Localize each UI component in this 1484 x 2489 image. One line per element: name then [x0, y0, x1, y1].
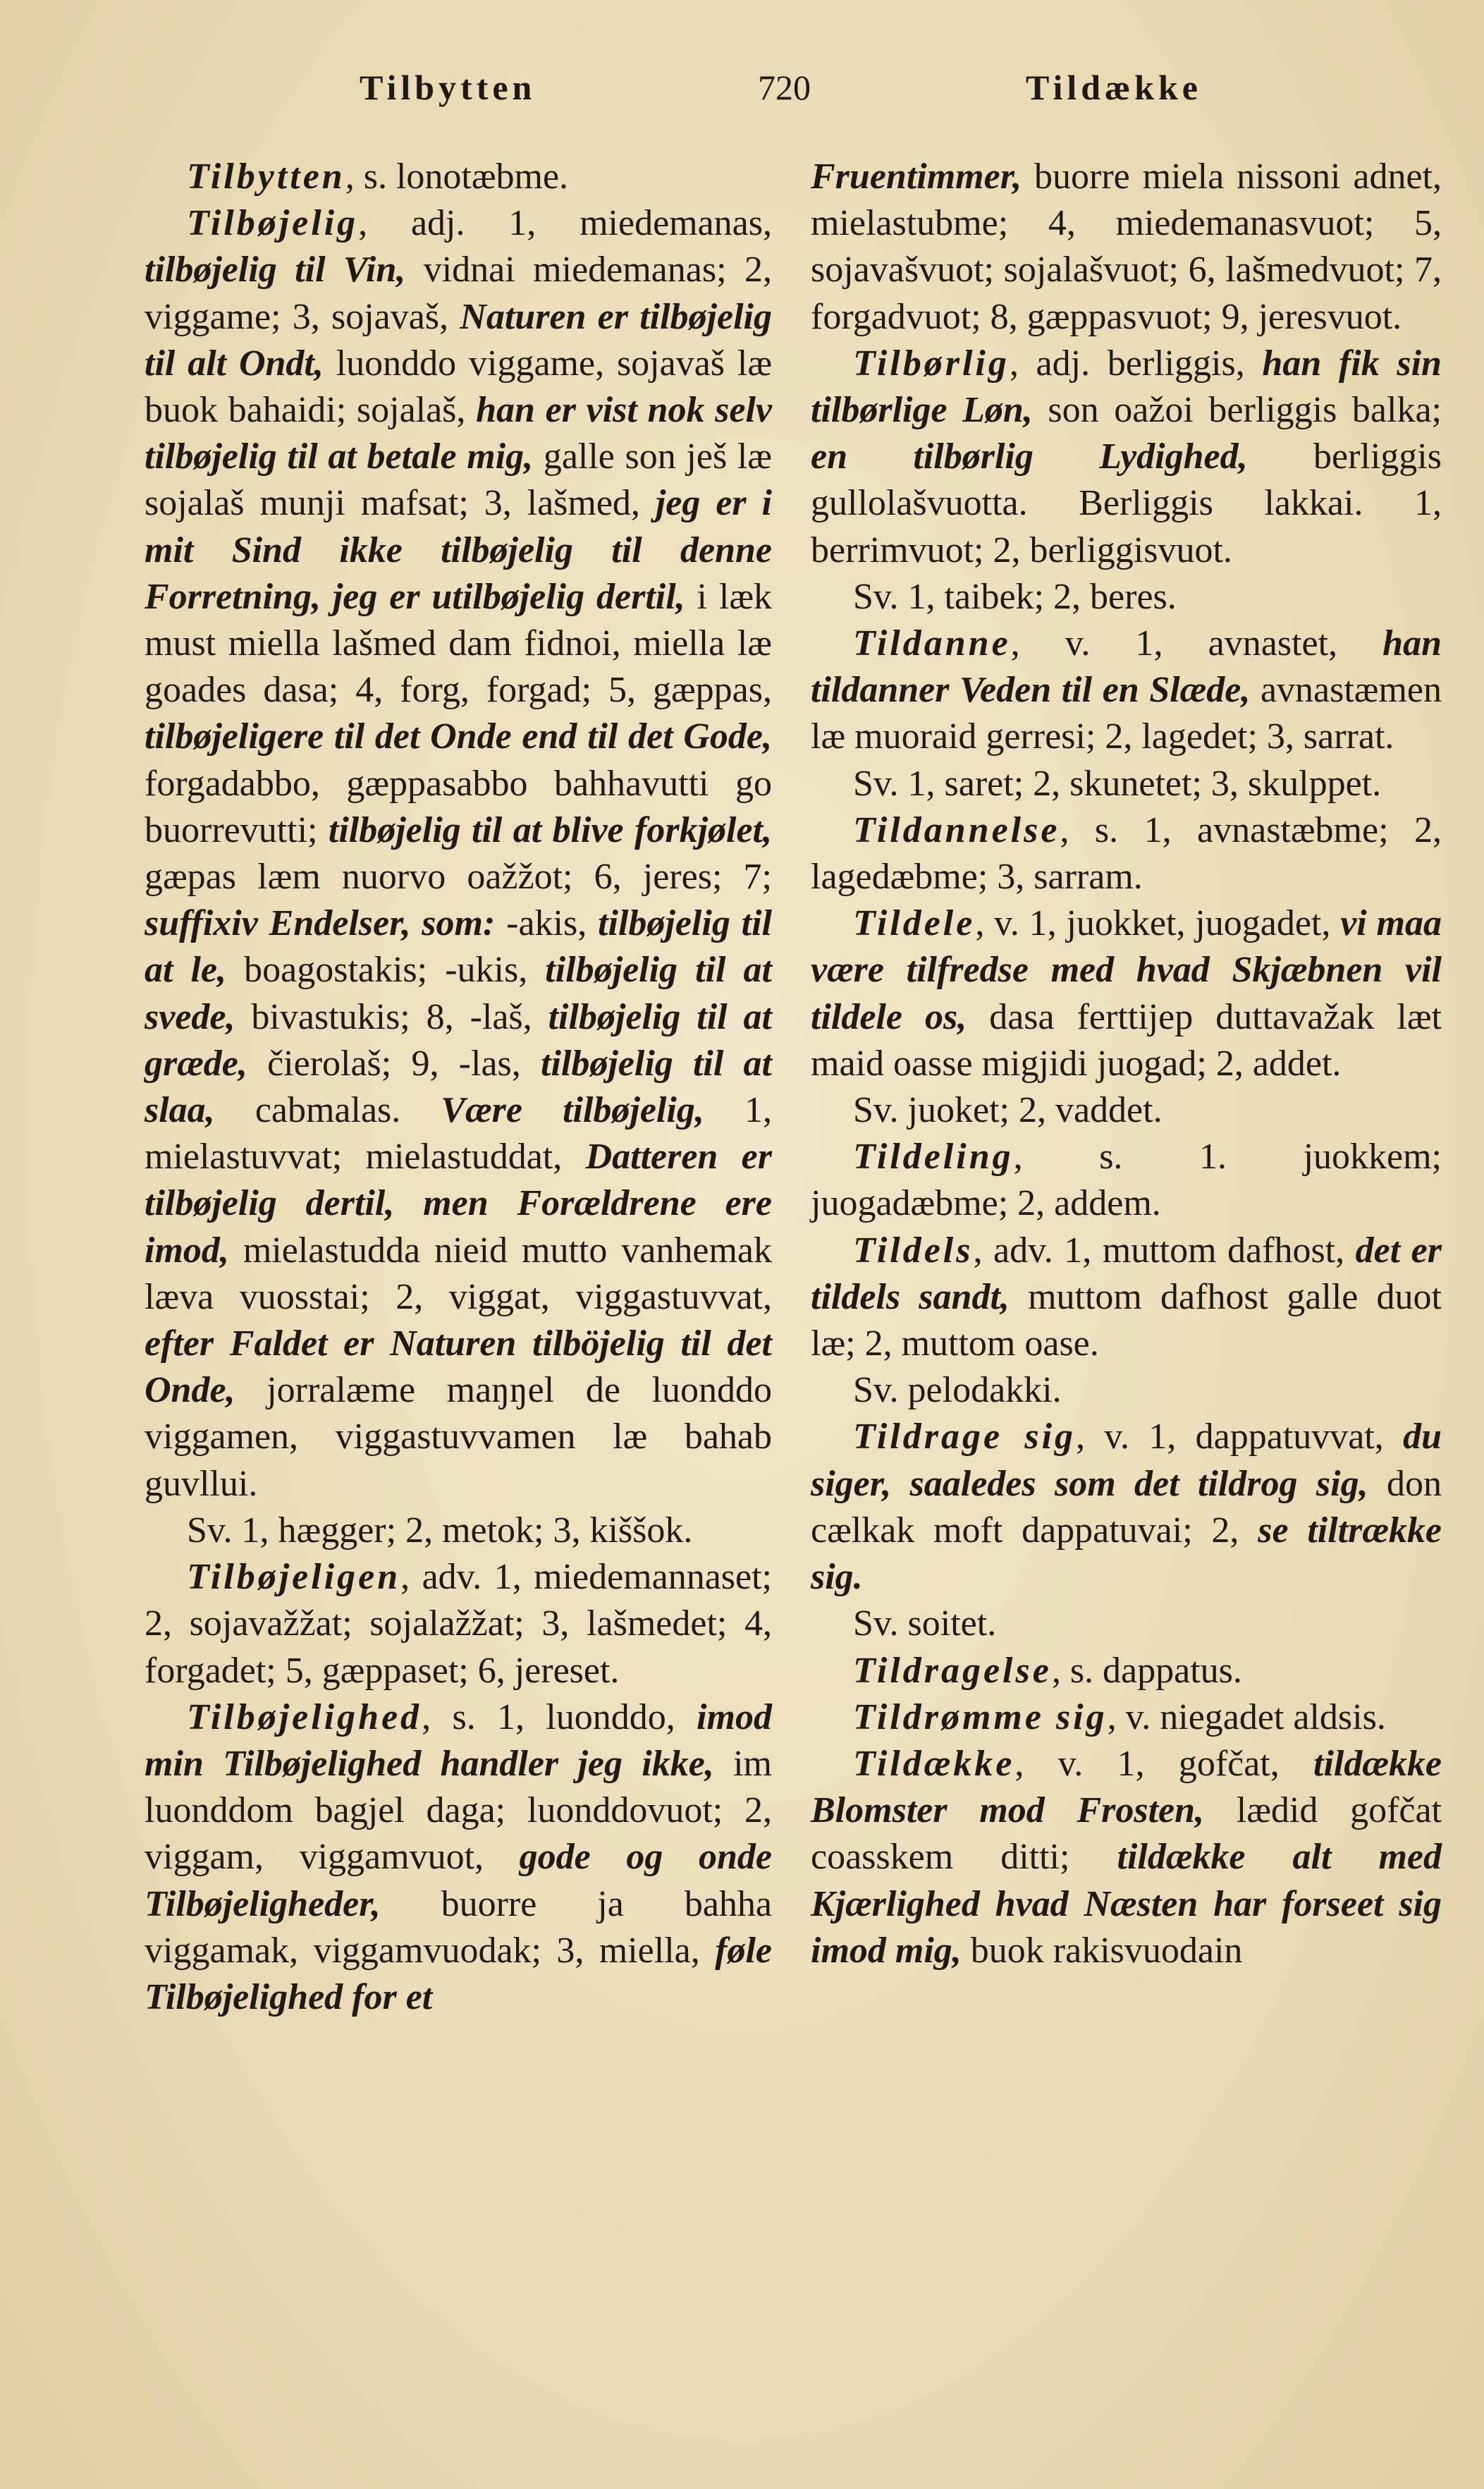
definition-text: 1, mielastuvvat; mielastuddat,	[145, 1090, 772, 1178]
example-phrase: Naturen er tilbøjelig til alt Ondt,	[145, 296, 772, 384]
definition-text: luonddo viggame, sojavaš læ buok bahaidi; sojalaš,	[145, 343, 773, 431]
entry-tilbytten	[145, 154, 772, 200]
headword: Tildele	[853, 903, 976, 944]
swedish-note	[811, 1601, 1442, 1647]
definition-text: Sv. pelodakki.	[853, 1370, 1062, 1411]
example-phrase: tilbøjelig til at slaa,	[145, 1043, 773, 1131]
example-phrase: imod min Tilbøjelighed handler jeg ikke,	[145, 1696, 772, 1784]
example-phrase: Være tilbøjelig,	[441, 1090, 704, 1131]
definition-text: mielastudda nieid mutto vanhemak læva vuosstai; 2, viggat, viggastuvvat,	[145, 1230, 772, 1317]
example-phrase: jeg er i mit Sind ikke tilbøjelig til denne Forretning, jeg er utilbøjelig dertil,	[145, 483, 773, 617]
example-phrase: han fik sin tilbørlige Løn,	[811, 343, 1442, 431]
entry-tilbojelig	[145, 200, 772, 1508]
definition-text: , s. lonotæbme.	[345, 157, 569, 197]
definition-text: Sv. 1, saret; 2, skunetet; 3, skulppet.	[853, 763, 1382, 804]
definition-text: berliggis gullolašvuotta. Berliggis lakkai. 1, berrimvuot; 2, berliggisvuot.	[811, 436, 1442, 570]
example-phrase: du siger, saaledes som det tildrog sig,	[811, 1417, 1442, 1504]
example-phrase: tildække alt med Kjærlighed hvad Næsten har forseet sig imod mig,	[811, 1837, 1442, 1971]
definition-text: , adv. 1, miedemannaset; 2, sojavažžat; sojalažžat; 3, lašmedet; 4, forgadet; 5, gæppaset; 6, jereset.	[145, 1557, 772, 1691]
left-column	[145, 154, 772, 2021]
definition-text: gæpas læm nuorvo oažžot; 6, jeres; 7;	[145, 857, 772, 898]
definition-text: , v. niegadet aldsis.	[1107, 1696, 1386, 1737]
entry-tildels	[811, 1228, 1442, 1368]
example-phrase: tilbøjelig til Vin,	[145, 250, 406, 291]
headword: Tildanne	[853, 623, 1011, 664]
definition-text: son oažoi berliggis balka;	[1032, 390, 1442, 431]
headword: Tildeling	[853, 1137, 1014, 1178]
entry-tilbojelighed	[145, 1694, 772, 2021]
entry-tildeling	[811, 1134, 1442, 1227]
header-left-guideword: Tilbytten	[360, 68, 536, 107]
definition-text: vidnai miedemanas; 2, viggame; 3, sojavaš,	[145, 250, 772, 337]
entry-tildanne	[811, 620, 1442, 761]
definition-text: Sv. juoket; 2, vaddet.	[853, 1090, 1163, 1131]
swedish-note	[811, 1367, 1442, 1414]
swedish-note	[811, 574, 1442, 620]
definition-text: , s. 1. juokkem; juogadæbme; 2, addem.	[811, 1137, 1442, 1224]
example-phrase: tildække Blomster mod Frosten,	[811, 1743, 1442, 1831]
example-phrase: Fruentimmer,	[811, 157, 1022, 197]
example-phrase: suffixiv Endelser, som:	[145, 903, 496, 944]
definition-text: , s. 1, avnastæbme; 2, lagedæbme; 3, sarram.	[811, 809, 1442, 898]
swedish-note	[145, 1508, 772, 1554]
example-phrase: tilbøjelig til at svede,	[145, 950, 772, 1037]
page-number: 720	[758, 68, 811, 107]
definition-text: avnastæmen læ muoraid gerresi; 2, lagedet; 3, sarrat.	[811, 670, 1442, 757]
definition-text: -akis,	[495, 903, 599, 944]
entry-tildromme-sig	[811, 1694, 1442, 1741]
definition-text: , adj. 1, miedemanas,	[358, 203, 772, 244]
entry-tilborlig	[811, 341, 1442, 574]
definition-text: don cælkak moft dappatuvai; 2,	[811, 1463, 1442, 1551]
example-phrase: efter Faldet er Naturen tilböjelig til det Onde,	[145, 1323, 772, 1411]
swedish-note	[811, 1087, 1442, 1134]
definition-text: boagostakis; -ukis,	[226, 950, 546, 991]
example-phrase: det er tildels sandt,	[811, 1230, 1442, 1317]
definition-text: , v. 1, juokket, juogadet,	[975, 903, 1341, 944]
definition-text: buok rakisvuodain	[961, 1930, 1243, 1971]
definition-text: čierolaš; 9, -las,	[247, 1043, 541, 1084]
entry-tildragelse	[811, 1648, 1442, 1694]
entry-tildrage-sig	[811, 1414, 1442, 1601]
headword: Tilbørlig	[853, 343, 1010, 384]
definition-text: , v. 1, avnastet,	[1010, 623, 1383, 664]
definition-text: buorre ja bahha viggamak, viggamvuodak; 3, miella,	[145, 1883, 772, 1971]
definition-text: im luonddom bagjel daga; luonddovuot; 2, viggam, viggamvuot,	[145, 1743, 773, 1878]
definition-text: lædid gofčat coasskem ditti;	[811, 1790, 1442, 1878]
definition-text: Sv. 1, hægger; 2, metok; 3, kiššok.	[187, 1510, 693, 1551]
example-phrase: en tilbørlig Lydighed,	[811, 436, 1248, 477]
entry-tildaekke	[811, 1741, 1442, 1974]
entry-continuation	[811, 154, 1442, 341]
example-phrase: tilbøjeligere til det Onde end til det Gode,	[145, 716, 772, 757]
definition-text: bivastukis; 8, -laš,	[235, 996, 548, 1037]
definition-text: Sv. soitet.	[853, 1603, 997, 1644]
definition-text: jorralæme maŋŋel de luonddo viggamen, viggastuvvamen læ bahab guvllui.	[145, 1370, 772, 1504]
definition-text: , v. 1, gofčat,	[1014, 1743, 1314, 1784]
headword: Tilbøjeligen	[187, 1557, 401, 1598]
entry-tildannelse	[811, 807, 1442, 900]
entry-tilbojeligen	[145, 1554, 772, 1694]
example-phrase: føle Tilbøjelighed for et	[145, 1930, 772, 2017]
example-phrase: tilbøjelig til at blive forkjølet,	[328, 809, 772, 850]
definition-text: , adv. 1, muttom dafhost,	[973, 1230, 1356, 1271]
example-phrase: gode og onde Tilbøjeligheder,	[145, 1837, 772, 1924]
example-phrase: se tiltrække sig.	[811, 1510, 1442, 1598]
definition-text: i læk must miella lašmed dam fidnoi, miella læ goades dasa; 4, forg, forgad; 5, gæppas,	[145, 576, 773, 711]
example-phrase: han tildanner Veden til en Slæde,	[811, 623, 1442, 711]
headword: Tildragelse	[853, 1650, 1052, 1691]
definition-text: , adj. berliggis,	[1009, 343, 1263, 384]
definition-text: , s. 1, luonddo,	[422, 1696, 697, 1737]
example-phrase: han er vist nok selv tilbøjelig til at betale mig,	[145, 390, 772, 477]
right-column	[811, 154, 1442, 1974]
definition-text: Sv. 1, taibek; 2, beres.	[853, 576, 1177, 617]
entry-tildele	[811, 900, 1442, 1087]
definition-text: cabmalas.	[214, 1090, 441, 1131]
headword: Tildrage sig	[853, 1417, 1077, 1457]
definition-text: buorre miela nissoni adnet, mielastubme; 4, miedemanasvuot; 5, sojavašvuot; sojalašvuot; 6, lašmedvuot; 7, forgadvuot; 8, gæppasvuot; 9, jeresvuot.	[811, 157, 1442, 337]
definition-text: forgadabbo, gæppasabbo bahhavutti go buorrevutti;	[145, 763, 772, 850]
headword: Tildels	[853, 1230, 974, 1271]
header-right-guideword: Tildække	[1026, 68, 1202, 107]
example-phrase: Datteren er tilbøjelig dertil, men Forældrene ere imod,	[145, 1137, 772, 1271]
swedish-note	[811, 761, 1442, 807]
headword: Tilbytten	[187, 157, 345, 197]
headword: Tildrømme sig	[853, 1696, 1108, 1737]
headword: Tilbøjelighed	[187, 1696, 422, 1737]
definition-text: dasa ferttijep duttavažak læt maid oasse migjidi juogad; 2, addet.	[811, 996, 1442, 1084]
headword: Tildække	[853, 1743, 1015, 1784]
headword: Tildannelse	[853, 809, 1060, 850]
example-phrase: tilbøjelig til at græde,	[145, 996, 772, 1084]
headword: Tilbøjelig	[187, 203, 359, 244]
example-phrase: vi maa være tilfredse med hvad Skjæbnen vil tildele os,	[811, 903, 1442, 1037]
definition-text: muttom dafhost galle duot læ; 2, muttom oase.	[811, 1276, 1442, 1364]
definition-text: galle son ješ læ sojalaš munji mafsat; 3, lašmed,	[145, 436, 772, 524]
page-header	[141, 67, 1339, 123]
definition-text: , v. 1, dappatuvvat,	[1076, 1417, 1404, 1457]
example-phrase: tilbøjelig til at le,	[145, 903, 772, 991]
definition-text: , s. dappatus.	[1051, 1650, 1242, 1691]
